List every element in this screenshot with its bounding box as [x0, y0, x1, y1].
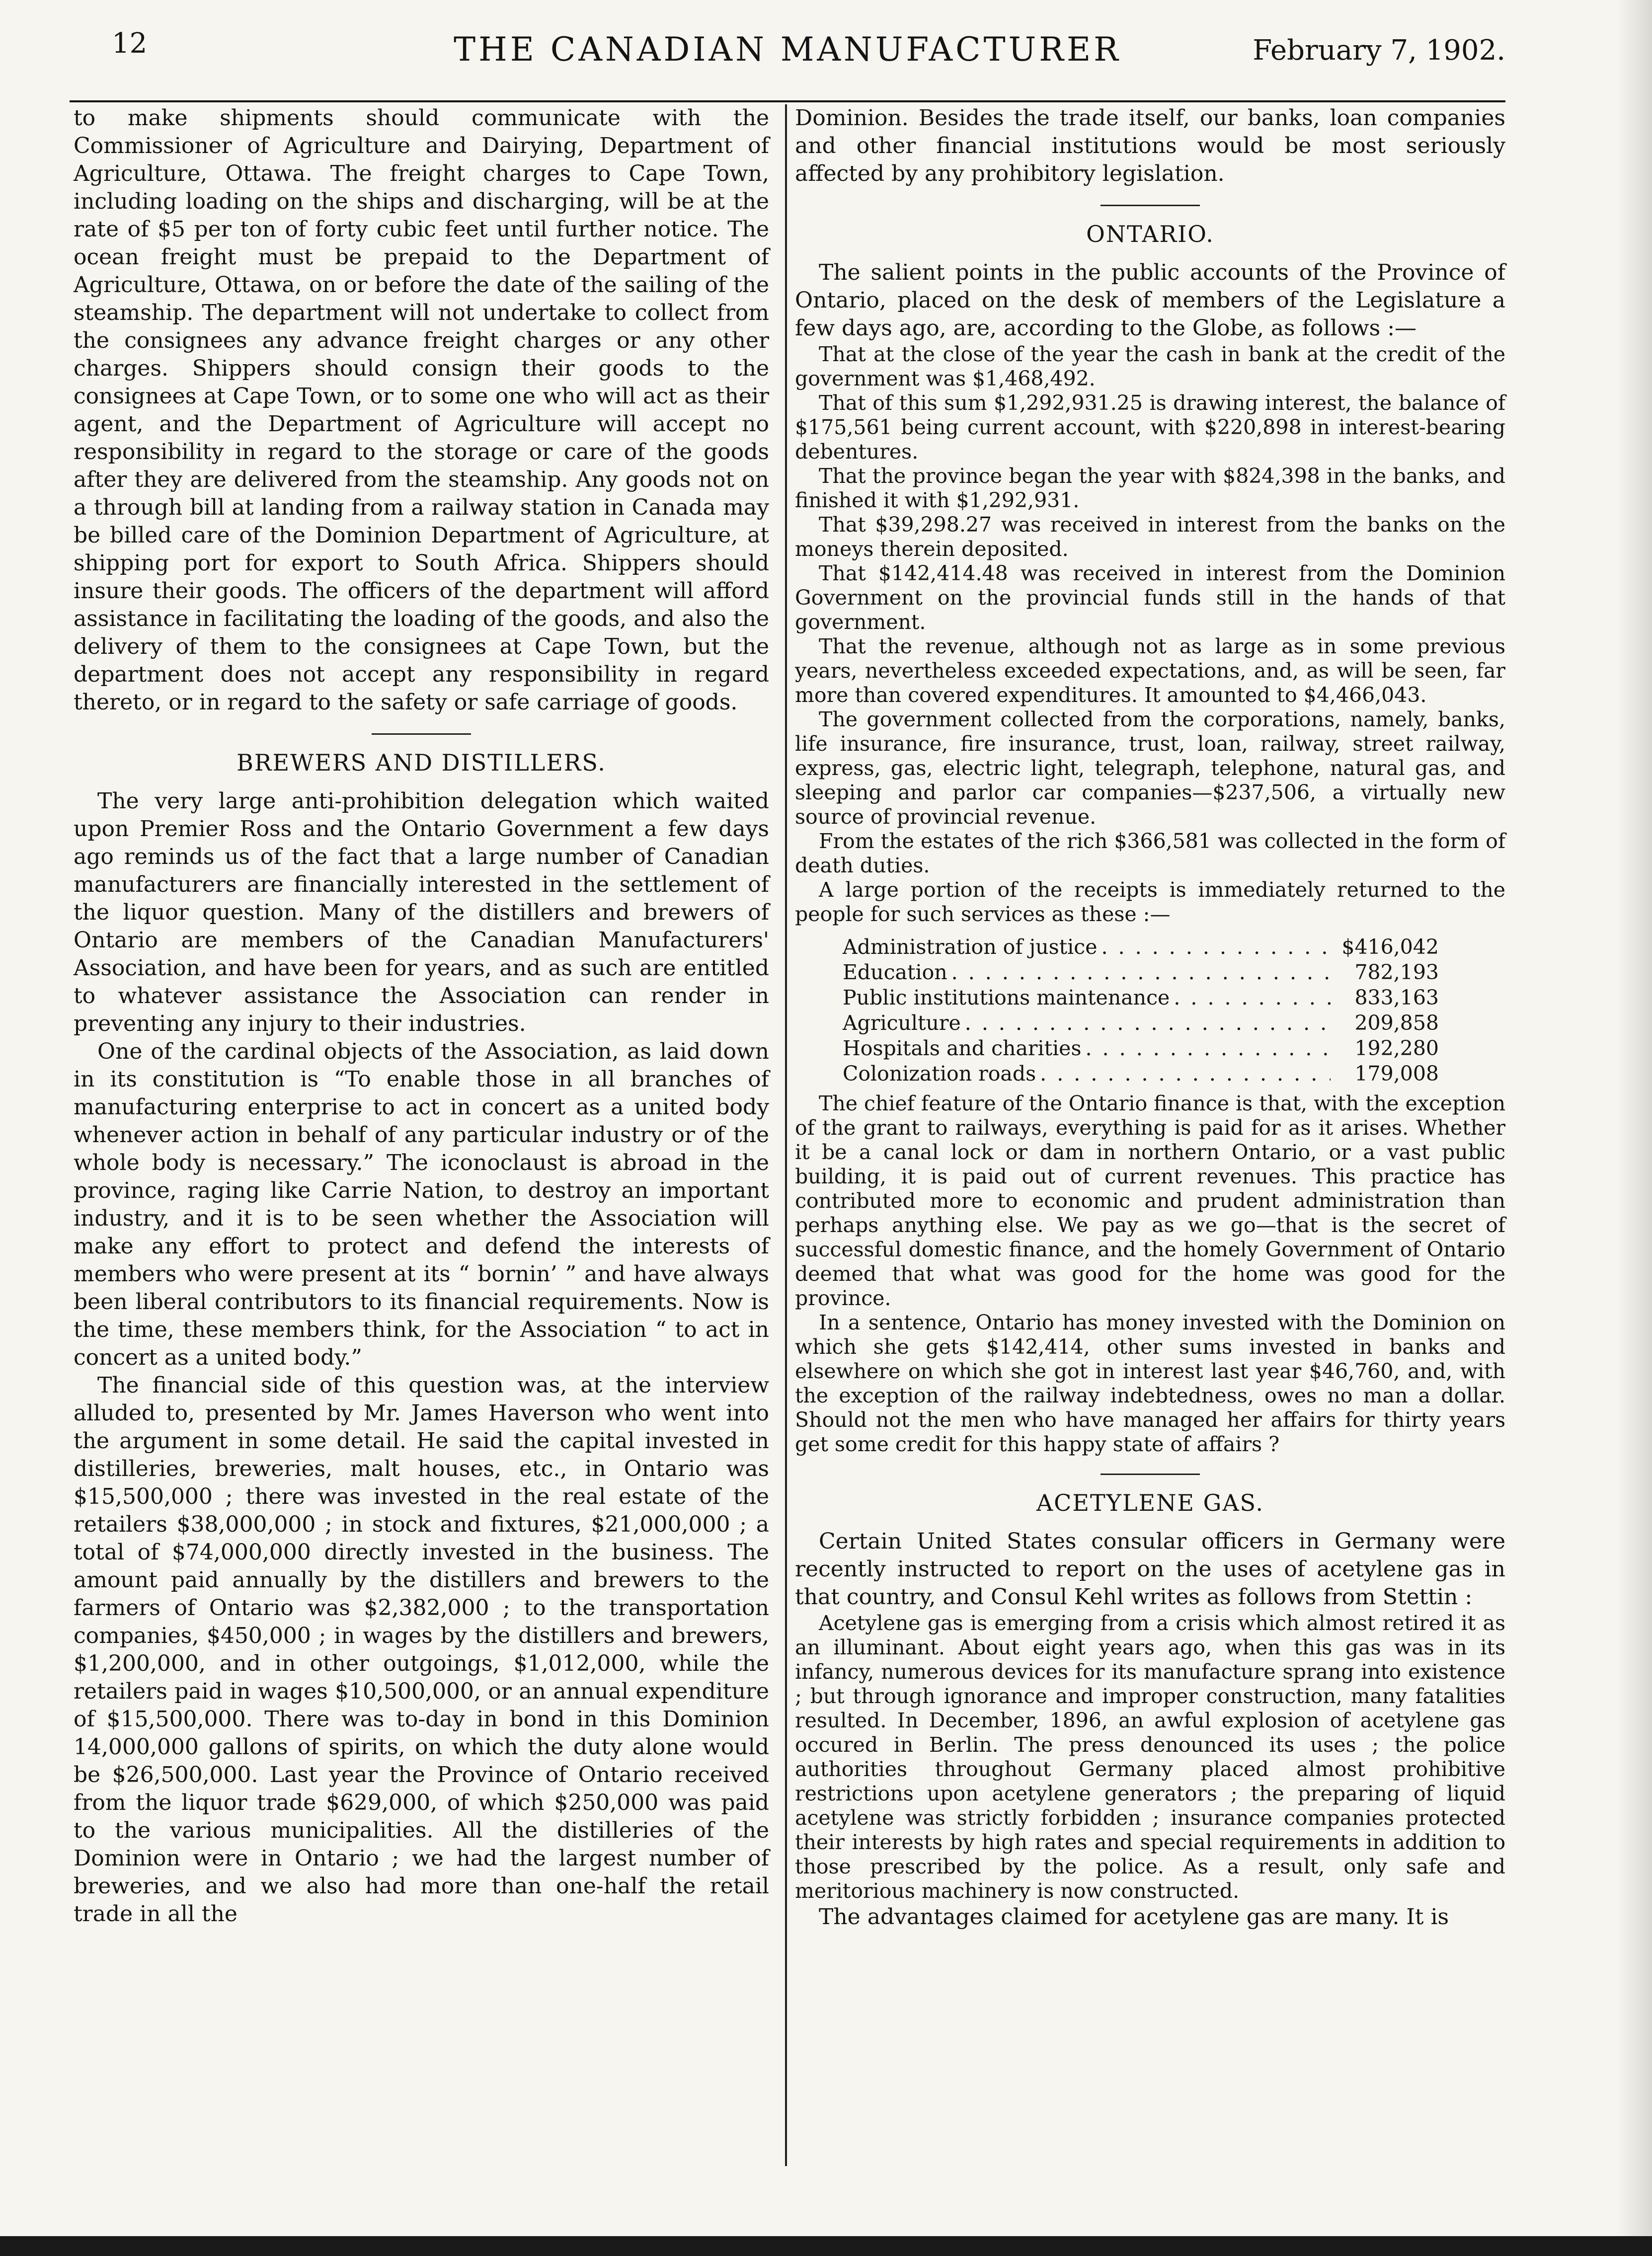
leader-dots	[1174, 985, 1331, 1011]
page-number: 12	[112, 27, 148, 60]
ontario-point: From the estates of the rich $366,581 was collected in the form of death duties.	[795, 829, 1505, 877]
ontario-point: That the revenue, although not as large as in some previous years, nevertheless exceeded expectations, and, as will be seen, far more than covered expenditures. It amounted to $4,466,043.	[795, 634, 1505, 707]
ontario-intro: The salient points in the public accounts of the Province of Ontario, placed on the desk of members of the Legislature a few days ago, are, according to the Globe, as follows :—	[795, 260, 1505, 341]
ontario-sentence-paragraph: In a sentence, Ontario has money invested with the Dominion on which she gets $142,414, other sums invested in banks and elsewhere on which she got in interest last year $46,760, and, with the exception of the railway indebtedness, owes no man a dollar. Should not the men who have managed her affairs for thirty years get some credit for this happy state of affairs ?	[795, 1311, 1505, 1456]
acetylene-last-line: The advantages claimed for acetylene gas are many. It is	[819, 1904, 1449, 1930]
leader-dots	[1040, 1061, 1331, 1087]
shipping-paragraph: to make shipments should communicate with the Commissioner of Agriculture and Dairying, Department of Agriculture, Ottawa. The freight charges to Cape Town, including loading on the ships and discharging, will be at the rate of $5 per ton of forty cubic feet until further notice. The ocean freight must be prepaid to the Department of Agriculture, Ottawa, on or before the date of the sailing of the steamship. The department will not undertake to collect from the consignees any advance freight charges or any other charges. Shippers should consign their goods to the consignees at Cape Town, or to some one who will act as their agent, and the Department of Agriculture will accept no responsibility in regard to the storage or care of the goods after they are delivered from the steamship. Any goods not on a through bill at landing from a railway station in Canada may be billed care of the Dominion Department of Agriculture, at shipping port for export to South Africa. Shippers should insure their goods. The officers of the department will afford assistance in facilitating the loading of the goods, and also the delivery of them to the consignees at Cape Town, but the department does not accept any responsibility in regard thereto, or in regard to the safety or safe carriage of goods.	[74, 105, 769, 715]
expenditure-label: Agriculture	[843, 1011, 961, 1035]
ontario-feature-paragraph: The chief feature of the Ontario finance is that, with the exception of the grant to railways, everything is paid for as it arises. Whether it be a canal lock or dam in northern Ontario, or a vast public building, it is paid out of current revenues. This practice has contributed more to economic and prudent administration than perhaps anything else. We pay as we go—that is the secret of successful domestic finance, and the homely Government of Ontario deemed that what was good for the home was good for the province.	[795, 1091, 1505, 1310]
acetylene-quote: Acetylene gas is emerging from a crisis which almost retired it as an illuminant. About eight years ago, when this gas was in its infancy, numerous devices for its manufacture sprang into existence ; but through ignorance and improper construction, many fatalities resulted. In December, 1896, an awful explosion of acetylene gas occured in Berlin. The press denounced its uses ; the police authorities throughout Germany placed almost prohibitive restrictions upon acetylene generators ; the preparing of liquid acetylene was strictly forbidden ; insurance companies protected their interests by high rates and special requirements in addition to those prescribed by the police. As a result, only safe and meritorious machinery is now constructed.	[795, 1611, 1505, 1903]
brewers-paragraph-3: The financial side of this question was, at the interview alluded to, presented by Mr. James Haverson who went into the argument in some detail. He said the capital invested in distilleries, breweries, malt houses, etc., in Ontario was $15,500,000 ; there was invested in the real estate of the retailers $38,000,000 ; in stock and fixtures, $21,000,000 ; a total of $74,000,000 directly invested in the business. The amount paid annually by the distillers and brewers to the farmers of Ontario was $2,382,000 ; to the transportation companies, $450,000 ; in wages by the distillers and brewers, $1,200,000, and in other outgoings, $1,012,000, while the retailers paid in wages $10,500,000, or an annual expenditure of $15,500,000. There was to-day in bond in this Dominion 14,000,000 gallons of spirits, on which the duty alone would be $26,500,000. Last year the Province of Ontario received from the liquor trade $629,000, of which $250,000 was paid to the various municipalities. All the distilleries of the Dominion were in Ontario ; we had the largest number of breweries, and we also had more than one-half the retail trade in all the	[74, 1373, 769, 1927]
expenditure-label: Education	[843, 960, 947, 984]
brewers-paragraph-1: The very large anti-prohibition delegation which waited upon Premier Ross and the Ontario Government a few days ago reminds us of the fact that a large number of Canadian manufacturers are financially interested in the settlement of the liquor question. Many of the distillers and brewers of Ontario are members of the Canadian Manufacturers' Association, and have been for years, and as such are entitled to whatever assistance the Association can render in preventing any injury to their industries.	[74, 788, 769, 1036]
expenditure-value: 179,008	[1354, 1062, 1439, 1086]
ontario-point: The government collected from the corporations, namely, banks, life insurance, fire insurance, trust, loan, railway, street railway, express, gas, electric light, telegraph, telephone, natural gas, and sleeping and parlor car companies—$237,506, a virtually new source of provincial revenue.	[795, 707, 1505, 829]
masthead-title: THE CANADIAN MANUFACTURER	[454, 30, 1121, 69]
right-column	[795, 104, 1505, 1931]
issue-date: February 7, 1902.	[1253, 34, 1505, 67]
page-header	[70, 27, 1505, 102]
expenditure-label: Public institutions maintenance	[843, 986, 1170, 1010]
expenditure-value: 209,858	[1354, 1011, 1439, 1035]
leader-dots	[1086, 1036, 1331, 1061]
leader-dots	[965, 1011, 1331, 1036]
section-divider	[1101, 205, 1200, 206]
ontario-point: That the province began the year with $824,398 in the banks, and finished it with $1,292,931.	[795, 464, 1505, 512]
expenditure-label: Colonization roads	[843, 1062, 1036, 1086]
expenditure-label: Administration of justice	[843, 935, 1098, 959]
scan-bottom-edge	[0, 2236, 1652, 2256]
ontario-heading: ONTARIO.	[1086, 221, 1214, 247]
header-rule	[70, 100, 1505, 102]
ontario-point: That $142,414.48 was received in interest from the Dominion Government on the provincial funds still in the hands of that government.	[795, 561, 1505, 634]
ontario-points	[795, 342, 1505, 927]
expenditure-row	[843, 1011, 1439, 1036]
section-divider	[372, 733, 471, 735]
ontario-point: That $39,298.27 was received in interest from the banks on the moneys therein deposited.	[795, 513, 1505, 561]
ontario-point: That of this sum $1,292,931.25 is drawing interest, the balance of $175,561 being current account, with $220,898 in interest-bearing debentures.	[795, 391, 1505, 464]
acetylene-report	[795, 1611, 1505, 1903]
continuation-paragraph: Dominion. Besides the trade itself, our banks, loan companies and other financial institutions would be most seriously affected by any prohibitory legislation.	[795, 105, 1505, 186]
section-divider	[1101, 1474, 1200, 1475]
column-divider	[785, 104, 787, 2166]
expenditure-row	[843, 1036, 1439, 1061]
leader-dots	[951, 960, 1331, 985]
brewers-heading: BREWERS AND DISTILLERS.	[236, 749, 606, 776]
ontario-point: That at the close of the year the cash in bank at the credit of the government was $1,468,492.	[795, 342, 1505, 390]
ontario-conclusion	[795, 1091, 1505, 1457]
left-column	[74, 104, 769, 1928]
expenditure-value: 782,193	[1354, 960, 1439, 984]
expenditure-value: 192,280	[1354, 1036, 1439, 1060]
acetylene-heading: ACETYLENE GAS.	[1036, 1489, 1264, 1516]
leader-dots	[1101, 934, 1331, 960]
ontario-point: A large portion of the receipts is immediately returned to the people for such services as these :—	[795, 878, 1505, 926]
expenditure-row	[843, 934, 1439, 960]
expenditure-value: 833,163	[1354, 986, 1439, 1010]
page-edge-shadow	[1617, 0, 1652, 2256]
expenditure-label: Hospitals and charities	[843, 1036, 1082, 1060]
expenditure-table	[843, 934, 1439, 1087]
expenditure-row	[843, 960, 1439, 985]
expenditure-value: $416,042	[1341, 935, 1439, 959]
acetylene-intro: Certain United States consular officers in Germany were recently instructed to report on the uses of acetylene gas in that country, and Consul Kehl writes as follows from Stettin :	[795, 1529, 1505, 1610]
expenditure-row	[843, 985, 1439, 1011]
brewers-paragraph-2: One of the cardinal objects of the Association, as laid down in its constitution is “To enable those in all branches of manufacturing enterprise to act in concert as a united body whenever action in behalf of any particular industry or of the whole body is necessary.” The iconoclaust is abroad in the province, raging like Carrie Nation, to destroy an important industry, and it is to be seen whether the Association will make any effort to protect and defend the interests of members who were present at its “ bornin’ ” and have always been liberal contributors to its financial requirements. Now is the time, these members think, for the Association “ to act in concert as a united body.”	[74, 1039, 769, 1370]
expenditure-row	[843, 1061, 1439, 1087]
